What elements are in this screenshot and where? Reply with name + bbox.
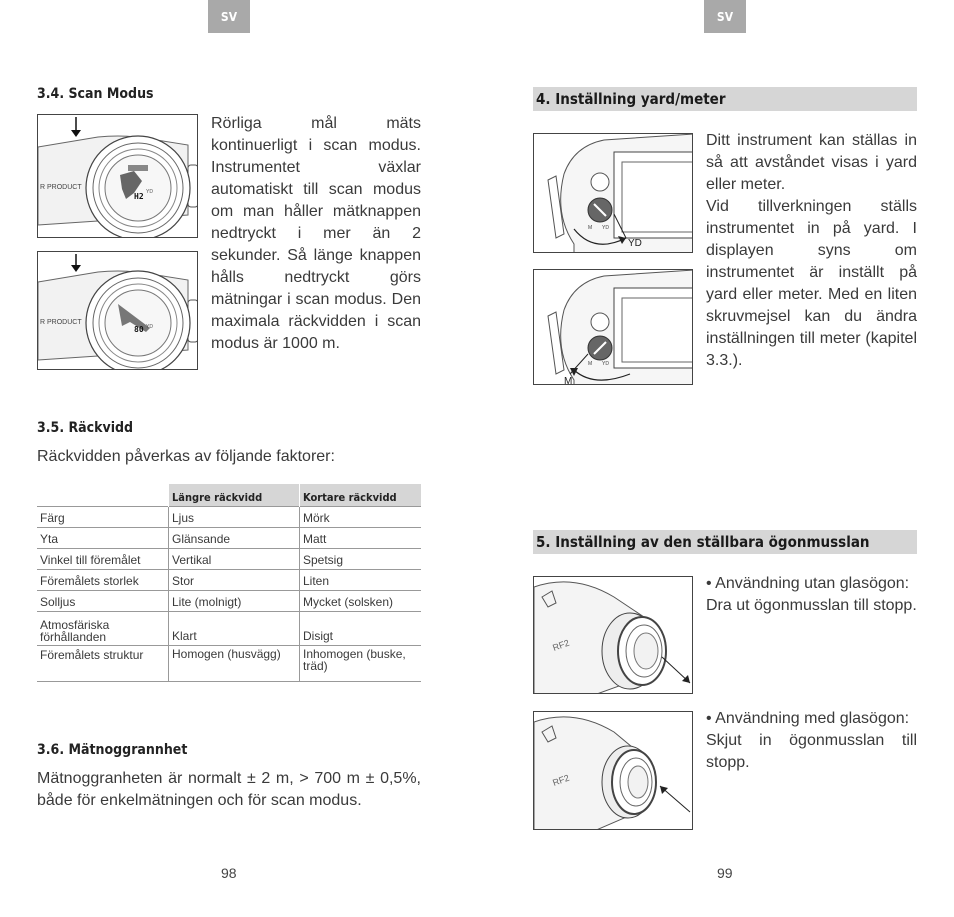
yd-mark: YD	[602, 361, 609, 367]
table-cell: Solljus	[37, 591, 169, 612]
table-cell: Vinkel till föremålet	[37, 549, 169, 570]
language-tab: SV	[208, 0, 250, 33]
table-header-cell: Kortare räckvidd	[300, 484, 422, 507]
scan-mode-figure-1	[37, 114, 198, 238]
eyecup-illustration	[534, 577, 693, 694]
product-label: R PRODUCT	[40, 319, 82, 326]
display-unit: YD	[146, 189, 153, 195]
table-cell: Föremålets storlek	[37, 570, 169, 591]
display-unit: YD	[146, 324, 153, 330]
eyecup-out-figure	[533, 576, 693, 694]
section-heading-eyecup: 5. Inställning av den ställbara ögonmusslan	[533, 530, 917, 554]
language-tab: SV	[704, 0, 746, 33]
table-header-cell: Längre räckvidd	[169, 484, 300, 507]
section-heading-rackvidd: 3.5. Räckvidd	[37, 420, 134, 436]
table-cell: Homogen (husvägg)	[169, 646, 300, 682]
arrow-label: YD	[628, 238, 642, 249]
table-cell: Lite (molnigt)	[169, 591, 300, 612]
model-label: RF2	[551, 637, 571, 653]
table-cell: Liten	[300, 570, 422, 591]
table-cell: Disigt	[300, 612, 422, 646]
section-heading-scan-modus: 3.4. Scan Modus	[37, 86, 154, 102]
table-row	[37, 570, 421, 591]
table-row	[37, 591, 421, 612]
rangefinder-illustration	[38, 115, 198, 238]
eyecup-in-figure	[533, 711, 693, 830]
table-cell: Yta	[37, 528, 169, 549]
rackvidd-intro: Räckvidden påverkas av följande faktorer:	[37, 448, 335, 465]
table-header-row	[37, 484, 421, 507]
eyecup-without-glasses-text: • Användning utan glasögon: Dra ut ögonmusslan till stopp.	[706, 575, 917, 614]
display-readout: H2	[134, 192, 144, 201]
scan-mode-figure-2	[37, 251, 198, 370]
table-cell: Vertikal	[169, 549, 300, 570]
meter-setting-figure	[533, 269, 693, 385]
product-label: R PRODUCT	[40, 184, 82, 191]
table-cell: Föremålets struktur	[37, 646, 169, 682]
display-readout: 80	[134, 325, 144, 334]
table-cell: Inhomogen (buske, träd)	[300, 646, 422, 682]
table-cell: Stor	[169, 570, 300, 591]
range-factors-table	[37, 484, 421, 682]
table-cell: Matt	[300, 528, 422, 549]
m-mark: M	[588, 361, 593, 367]
table-row	[37, 549, 421, 570]
table-cell: Glänsande	[169, 528, 300, 549]
arrow-label: M	[564, 376, 573, 385]
device-display-illustration	[534, 134, 693, 253]
table-cell: Mörk	[300, 507, 422, 528]
model-label: RF2	[551, 772, 571, 788]
rangefinder-illustration	[38, 252, 198, 370]
table-row	[37, 507, 421, 528]
matnoggrannhet-text: Mätnoggranheten är normalt ± 2 m, > 700 m ± 0,5%, både för enkelmätningen och för scan modus.	[37, 770, 421, 809]
page-number: 98	[221, 865, 237, 881]
yd-mark: YD	[602, 225, 609, 231]
yard-meter-text: Ditt instrument kan ställas in så att avståndet visas i yard eller meter. Vid tillverkningen ställs instrumentet in på yard. I displayen syns om instrumentet är inställt på yard eller meter. Med en liten skruvmejsel kan du ändra inställningen till meter (kapitel 3.3.).	[706, 132, 917, 369]
device-display-illustration	[534, 270, 693, 385]
table-header-cell	[37, 484, 169, 507]
eyecup-with-glasses-text: • Användning med glasögon: Skjut in ögonmusslan till stopp.	[706, 710, 917, 771]
table-row	[37, 612, 421, 646]
table-cell: Atmosfäriska förhållanden	[37, 612, 169, 646]
yard-setting-figure	[533, 133, 693, 253]
m-mark: M	[588, 225, 593, 231]
table-cell: Klart	[169, 612, 300, 646]
scan-modus-text: Rörliga mål mäts kontinuerligt i scan modus. Instrumentet växlar automatiskt till scan modus om man håller mätknappen nedtryckt i mer än 2 sekunder. Så länge knappen hålls nedtryckt görs mätningar i scan modus. Den maximala räckvidden i scan modus är 1000 m.	[211, 115, 421, 352]
eyecup-illustration	[534, 712, 693, 830]
table-cell: Ljus	[169, 507, 300, 528]
table-cell: Mycket (solsken)	[300, 591, 422, 612]
table-cell: Färg	[37, 507, 169, 528]
table-row	[37, 528, 421, 549]
page-number: 99	[717, 865, 733, 881]
section-heading-matnoggrannhet: 3.6. Mätnoggrannhet	[37, 742, 188, 758]
table-row	[37, 646, 421, 682]
table-cell: Spetsig	[300, 549, 422, 570]
section-heading-yard-meter: 4. Inställning yard/meter	[533, 87, 917, 111]
